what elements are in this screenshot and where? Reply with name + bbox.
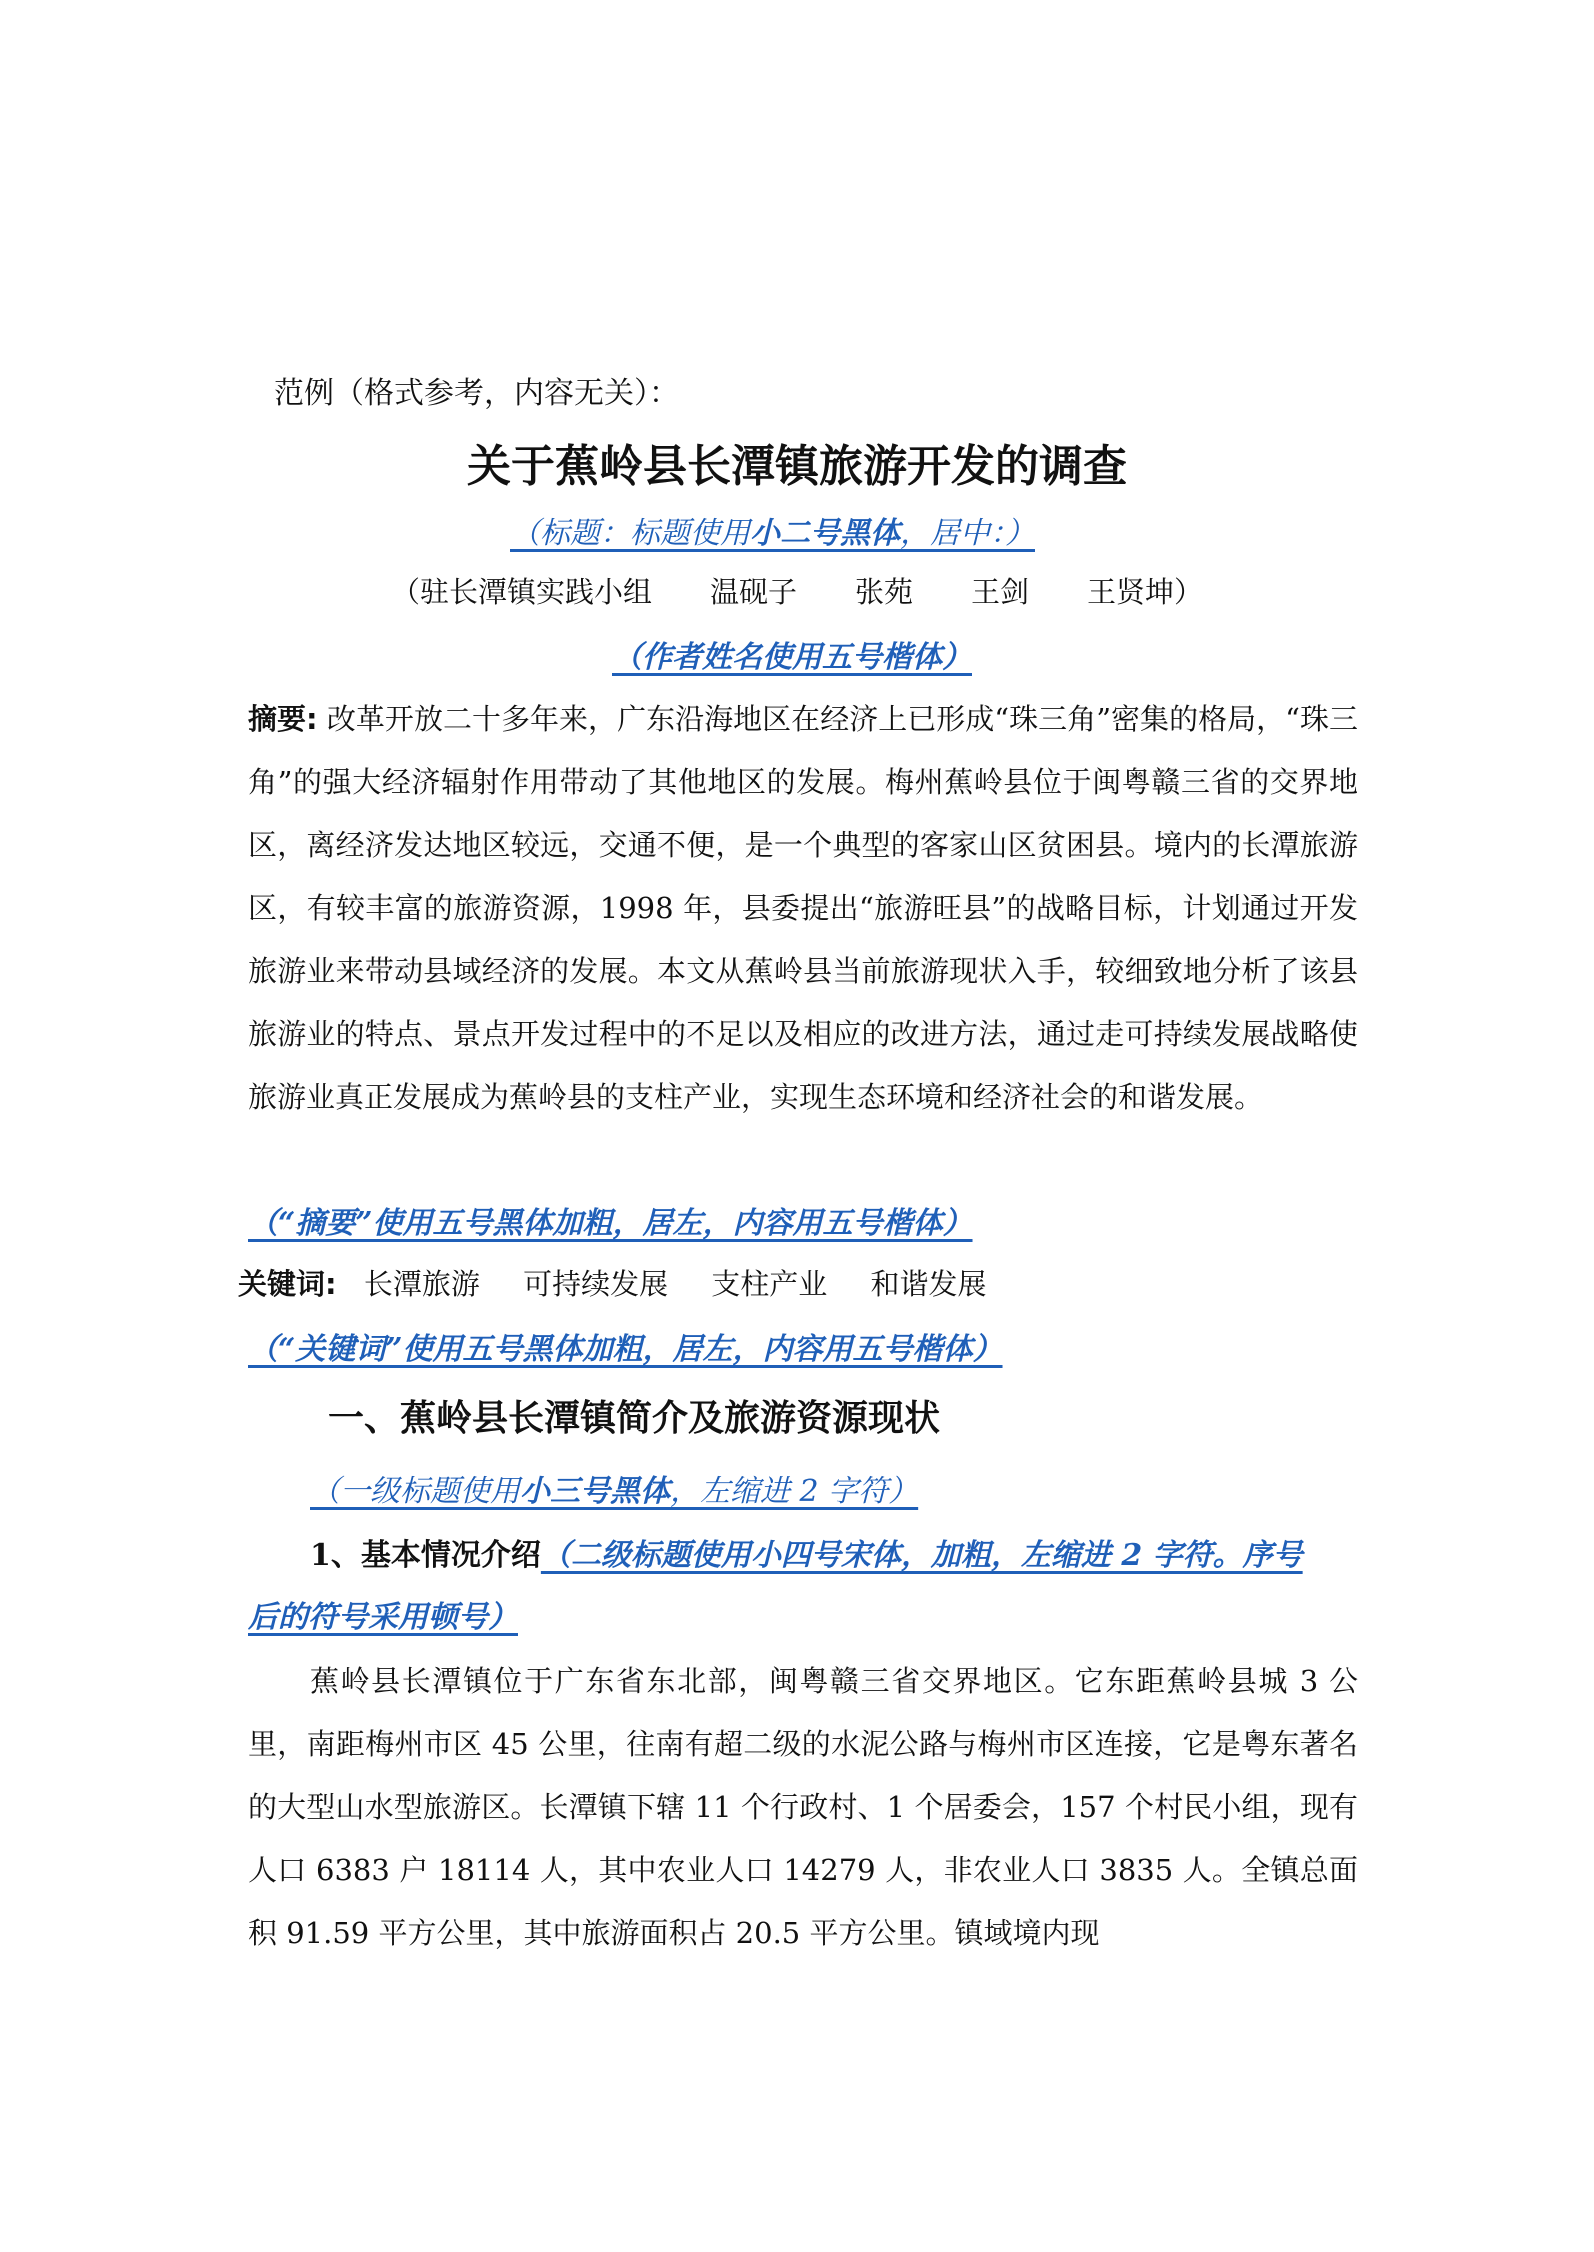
subsection-heading-line bbox=[310, 1530, 1303, 1574]
subsection-format-note: （二级标题使用小四号宋体，加粗，左缩进 2 字符。序号 bbox=[540, 1538, 1303, 1573]
keywords-label: 关键词: bbox=[238, 1267, 337, 1301]
keyword-item: 支柱产业 bbox=[711, 1267, 828, 1301]
keyword-item: 可持续发展 bbox=[523, 1267, 669, 1301]
abstract-paragraph bbox=[248, 688, 1358, 1129]
abstract-format-note: （“摘要”使用五号黑体加粗，居左，内容用五号楷体） bbox=[248, 1206, 973, 1241]
keywords-line bbox=[238, 1262, 1021, 1303]
section-heading-format-note bbox=[310, 1466, 918, 1510]
title-note-emphasis: 小二号黑体 bbox=[750, 516, 900, 551]
example-note: 范例（格式参考，内容无关）： bbox=[274, 376, 679, 411]
page-title: 关于蕉岭县长潭镇旅游开发的调查 bbox=[467, 441, 1127, 492]
subsection-format-note-continued: 后的符号采用顿号） bbox=[248, 1600, 518, 1635]
abstract-text: 改革开放二十多年来，广东沿海地区在经济上已形成“珠三角”密集的格局，“珠三角”的强大经济辐射作用带动了其他地区的发展。梅州蕉岭县位于闽粤赣三省的交界地区，离经济发达地区较远，交通不便，是一个典型的客家山区贫困县。境内的长潭旅游区，有较丰富的旅游资源，1998 年，县委提出“旅游旺县”的战略目标，计划通过开发旅游业来带动县域经济的发展。本文从蕉岭县当前旅游现状入手，较细致地分析了该县旅游业的特点、景点开发过程中的不足以及相应的改进方法，通过走可持续发展战略使旅游业真正发展成为蕉岭县的支柱产业，实现生态环境和经济社会的和谐发展。 bbox=[248, 702, 1359, 1114]
body-paragraph: 蕉岭县长潭镇位于广东省东北部，闽粤赣三省交界地区。它东距蕉岭县城 3 公里，南距梅州市区 45 公里，往南有超二级的水泥公路与梅州市区连接，它是粤东著名的大型山水型旅游区。长潭镇下辖 11 个行政村、1 个居委会，157 个村民小组，现有人口 6383 户 18114 人，其中农业人口 14279 人，非农业人口 3835 人。全镇总面积 91.59 平方公里，其中旅游面积占 20.5 平方公里。镇域境内现 bbox=[248, 1664, 1358, 1950]
keyword-item: 和谐发展 bbox=[870, 1267, 987, 1301]
section-note-prefix: （一级标题使用 bbox=[310, 1474, 520, 1509]
title-note-prefix: （标题：标题使用 bbox=[510, 516, 750, 551]
keyword-item: 长潭旅游 bbox=[363, 1267, 480, 1301]
title-note-suffix: ，居中：） bbox=[900, 516, 1035, 551]
section-note-suffix: ，左缩进 2 字符） bbox=[670, 1474, 919, 1509]
section-note-emphasis: 小三号黑体 bbox=[520, 1474, 670, 1509]
section-heading-1: 一、蕉岭县长潭镇简介及旅游资源现状 bbox=[328, 1398, 941, 1439]
authors-line: （驻长潭镇实践小组 温砚子 张苑 王剑 王贤坤） bbox=[390, 575, 1203, 609]
abstract-label: 摘要: bbox=[248, 702, 318, 736]
title-format-note bbox=[510, 508, 1035, 552]
authors-format-note: （作者姓名使用五号楷体） bbox=[612, 640, 972, 675]
subsection-heading-1: 1、基本情况介绍 bbox=[310, 1538, 541, 1573]
keywords-format-note: （“关键词”使用五号黑体加粗，居左，内容用五号楷体） bbox=[248, 1332, 1003, 1367]
